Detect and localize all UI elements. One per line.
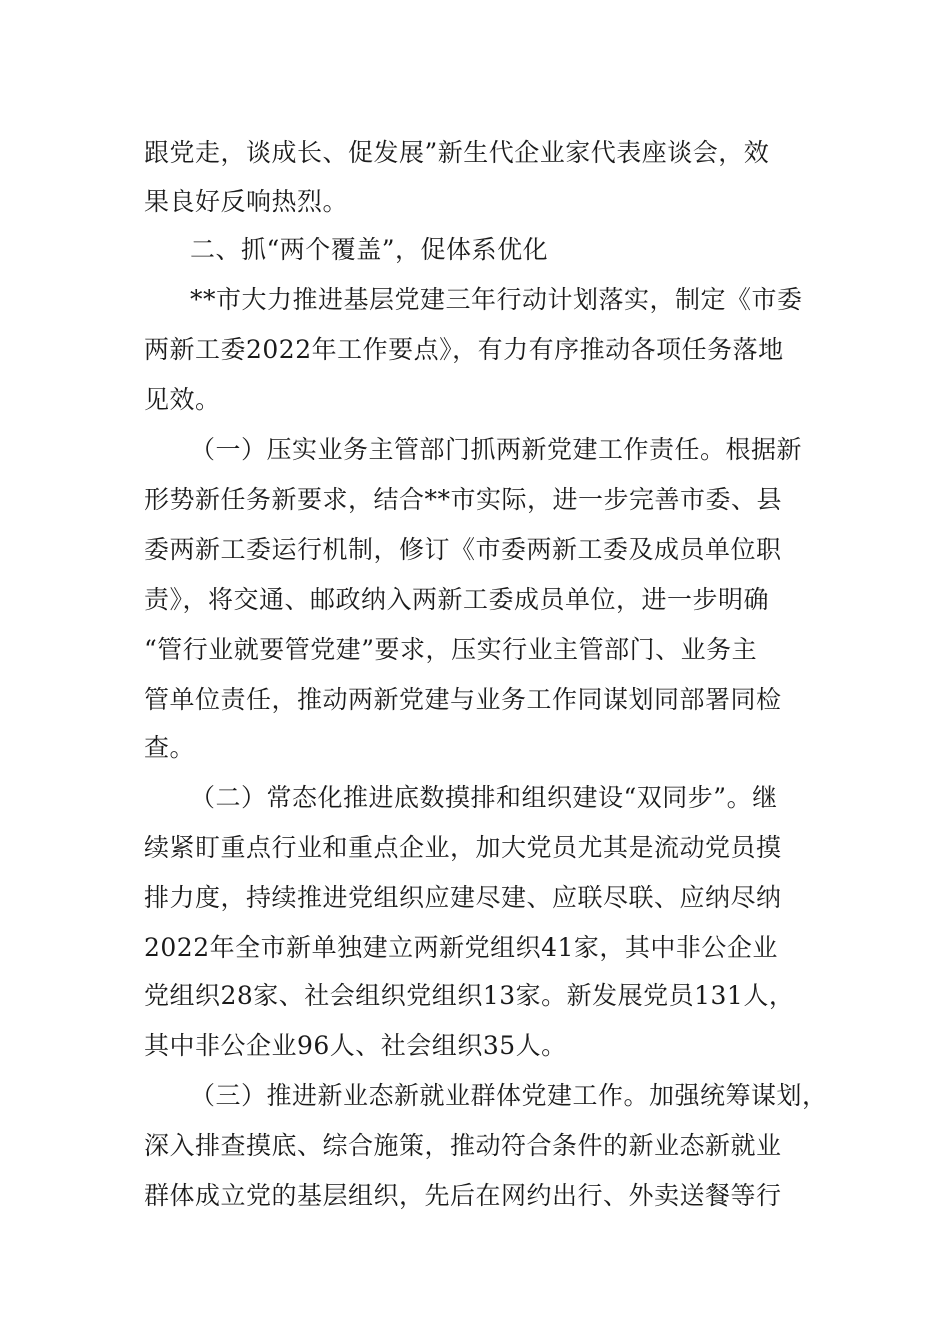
text-line: 深入排查摸底、综合施策，推动符合条件的新业态新就业 [144,1131,782,1160]
text-line: 群体成立党的基层组织，先后在网约出行、外卖送餐等行 [144,1181,782,1210]
text-line: 2022年全市新单独建立两新党组织41家，其中非公企业 [144,933,778,962]
subsection-heading: （二）常态化推进底数摸排和组织建设“双同步”。继 [190,783,778,812]
subsection-heading: （一）压实业务主管部门抓两新党建工作责任。根据新 [190,435,803,464]
subsection-heading: （三）推进新业态新就业群体党建工作。加强统筹谋划， [190,1081,828,1110]
section-heading: 二、抓“两个覆盖”，促体系优化 [190,235,549,264]
text-line: 形势新任务新要求，结合**市实际，进一步完善市委、县 [144,485,783,514]
text-line: 委两新工委运行机制，修订《市委两新工委及成员单位职 [144,535,782,564]
text-line: 见效。 [144,385,221,414]
text-line: 两新工委2022年工作要点》，有力有序推动各项任务落地 [144,335,784,364]
text-line: 责》，将交通、邮政纳入两新工委成员单位，进一步明确 [144,585,770,614]
text-line: 查。 [144,733,196,762]
text-line: 管单位责任，推动两新党建与业务工作同谋划同部署同检 [144,685,782,714]
text-line: 续紧盯重点行业和重点企业，加大党员尤其是流动党员摸 [144,833,782,862]
text-line: 其中非公企业96人、社会组织35人。 [144,1031,567,1060]
text-line: **市大力推进基层党建三年行动计划落实，制定《市委 [190,285,803,314]
text-line: 排力度，持续推进党组织应建尽建、应联尽联、应纳尽纳 [144,883,782,912]
text-line: 果良好反响热烈。 [144,187,349,216]
text-line: 党组织28家、社会组织党组织13家。新发展党员131人， [144,981,795,1010]
text-line: 跟党走，谈成长、促发展”新生代企业家代表座谈会，效 [144,138,770,167]
text-line: “管行业就要管党建”要求，压实行业主管部门、业务主 [144,635,758,664]
